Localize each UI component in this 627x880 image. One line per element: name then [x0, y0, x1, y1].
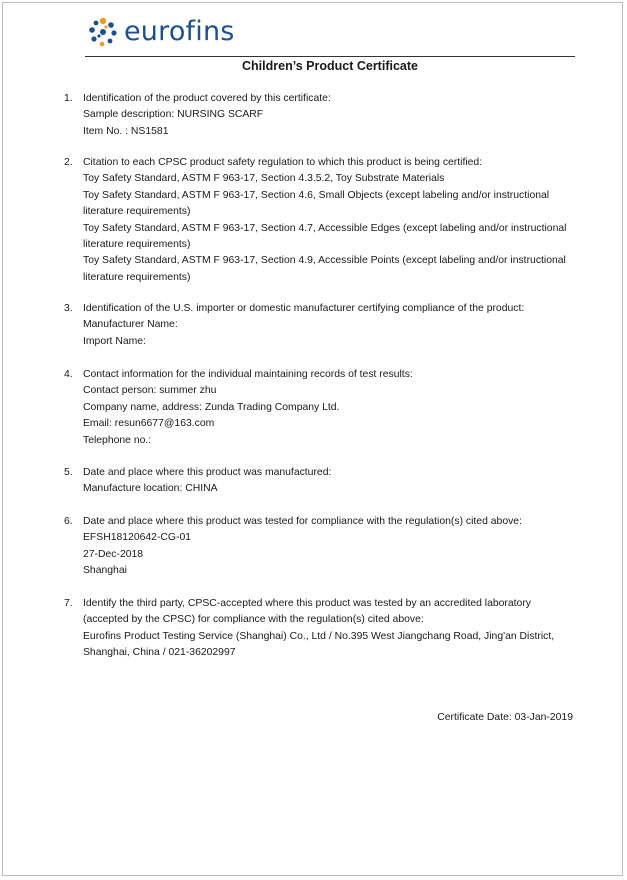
section-line: Contact person: summer zhu	[83, 385, 217, 397]
section-line: EFSH18120642-CG-01	[83, 532, 192, 544]
section-number: 1.	[64, 93, 73, 104]
section-body	[83, 367, 578, 449]
section-body	[83, 91, 578, 140]
eurofins-logo	[88, 14, 235, 50]
section-line: Eurofins Product Testing Service (Shanghai) Co., Ltd / No.395 West Jiangchang Road, Jing'an District,	[83, 630, 555, 642]
section-line: literature requirements)	[83, 271, 191, 283]
section-number: 6.	[64, 516, 73, 527]
section-body	[83, 596, 578, 662]
section-line: Manufacturer Name:	[83, 319, 178, 331]
section-body	[83, 301, 578, 350]
section-line: Identification of the U.S. importer or domestic manufacturer certifying compliance of the product:	[83, 303, 525, 314]
section-line: Toy Safety Standard, ASTM F 963-17, Section 4.6, Small Objects (except labeling and/or instructional	[83, 189, 550, 201]
certificate-date: Certificate Date: 03-Jan-2019	[437, 712, 573, 723]
section-line: Date and place where this product was tested for compliance with the regulation(s) cited above:	[83, 516, 522, 527]
section-body	[83, 465, 578, 498]
section-line: Toy Safety Standard, ASTM F 963-17, Section 4.7, Accessible Edges (except labeling and/or instructional	[83, 222, 567, 234]
section-line: Email: resun6677@163.com	[83, 418, 215, 430]
section-number: 5.	[64, 467, 73, 478]
section-line: Telephone no.:	[83, 434, 152, 446]
section-line: Identify the third party, CPSC-accepted where this product was tested by an accredited laboratory	[83, 598, 531, 609]
section-line: Date and place where this product was manufactured:	[83, 467, 332, 478]
section-line: Sample description: NURSING SCARF	[83, 109, 264, 121]
section-line: literature requirements)	[83, 239, 191, 251]
section-line: Company name, address: Zunda Trading Company Ltd.	[83, 401, 340, 413]
document-title: Children’s Product Certificate	[242, 59, 418, 73]
section-line: Toy Safety Standard, ASTM F 963-17, Section 4.3.5.2, Toy Substrate Materials	[83, 173, 445, 185]
section-line: Import Name:	[83, 335, 146, 347]
logo-wordmark: eurofins	[124, 16, 235, 47]
section-line: Contact information for the individual maintaining records of test results:	[83, 369, 413, 380]
section-line: Manufacture location: CHINA	[83, 483, 218, 495]
section-number: 4.	[64, 369, 73, 380]
section-number: 3.	[64, 303, 73, 314]
section-line: Identification of the product covered by this certificate:	[83, 93, 331, 104]
header-rule	[85, 56, 575, 57]
section-line: Toy Safety Standard, ASTM F 963-17, Section 4.9, Accessible Points (except labeling and/or instructional	[83, 255, 566, 267]
section-body	[83, 155, 578, 286]
section-line: Citation to each CPSC product safety regulation to which this product is being certified:	[83, 157, 483, 168]
section-line: 27-Dec-2018	[83, 548, 144, 560]
section-line: Item No. : NS1581	[83, 125, 169, 137]
section-line: Shanghai	[83, 565, 127, 577]
section-line: literature requirements)	[83, 206, 191, 218]
section-number: 7.	[64, 598, 73, 609]
section-body	[83, 514, 578, 580]
section-line: Shanghai, China / 021-36202997	[83, 647, 236, 659]
logo-dots-icon	[88, 17, 118, 47]
section-line: (accepted by the CPSC) for compliance with the regulation(s) cited above:	[83, 614, 424, 626]
section-number: 2.	[64, 157, 73, 168]
